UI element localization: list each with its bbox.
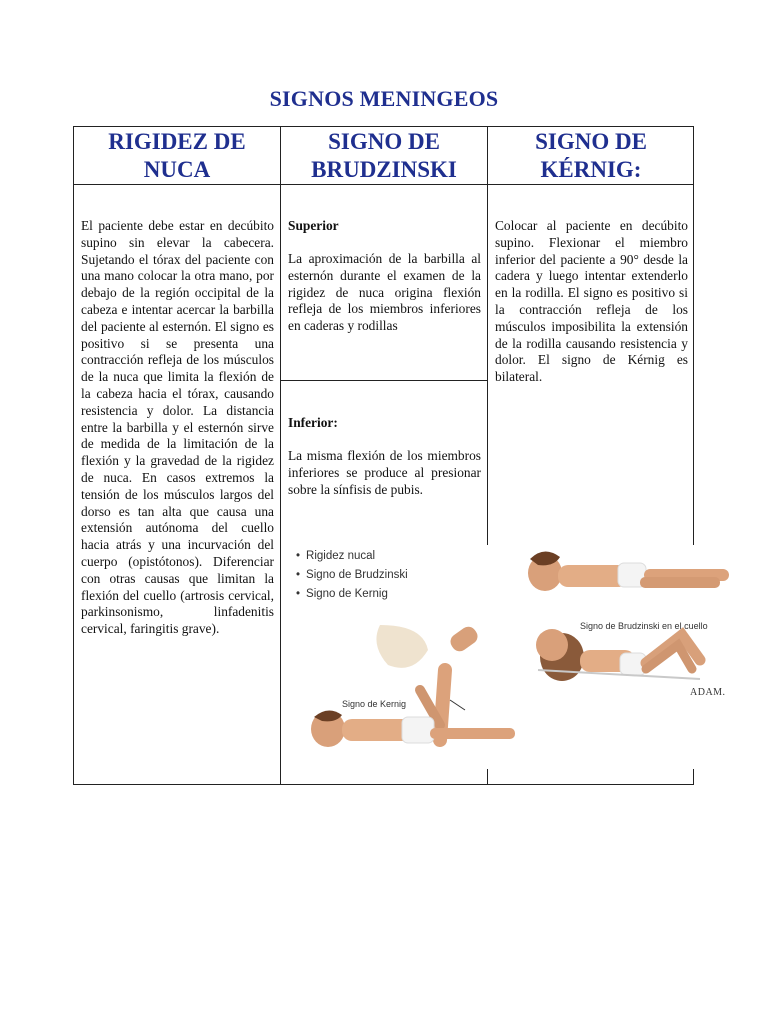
- meningeal-signs-illustration: [290, 545, 745, 769]
- child-supine-figure: [528, 551, 729, 591]
- caption-brudzinski: Signo de Brudzinski en el cuello: [580, 621, 708, 631]
- kernig-figure: [311, 624, 515, 747]
- brudzinski-divider: [280, 380, 487, 381]
- column-divider-1: [280, 127, 281, 784]
- header-line: SIGNO DE: [328, 128, 440, 154]
- header-rigidez-nuca: [74, 127, 280, 184]
- brudzinski-inferior-label: Inferior:: [288, 415, 338, 430]
- child-figures-svg: [290, 545, 745, 769]
- brudzinski-figure: [536, 629, 700, 681]
- header-divider: [74, 184, 693, 185]
- header-line: SIGNO DE: [535, 128, 647, 154]
- header-line: BRUDZINSKI: [311, 156, 457, 182]
- brudzinski-superior-text: La aproximación de la barbilla al esternón durante el examen de la rigidez de nuca origina flexión refleja de los miembros inferiores en caderas y rodillas: [288, 251, 481, 334]
- adam-credit: ADAM.: [690, 687, 726, 698]
- header-kernig: [488, 127, 694, 184]
- kernig-text: Colocar al paciente en decúbito supino. Flexionar el miembro inferior del paciente a 90° desde la cadera y luego intentar extenderlo en la rodilla. El signo es positivo si la contracción refleja de los músculos imposibilita la extensión de la rodilla causando resistencia y dolor. El signo de Kérnig es bilateral.: [495, 218, 688, 385]
- rigidez-nuca-text: El paciente debe estar en decúbito supino sin elevar la cabecera. Sujetando el tórax del paciente con una mano colocar la otra mano, por debajo de la región occipital de la cabeza e intentar acercar la barbilla del paciente al esternón. El signo es positivo si se presenta una contracción refleja de los músculos de la nuca que limita la flexión de la cabeza hacia el tórax, causando resistencia y dolor. La distancia entre la barbilla y el esternón sirve de medida de la limitación de la flexión y la gravedad de la rigidez de nuca. En casos extremos la tensión de los músculos largos del dorso es tan alta que causa una extensión autónoma del cuello hacia atrás y una incurvación del cuerpo (opistótonos). Diferenciar con otras causas que limitan la flexión del cuello (artrosis cervical, parkinsonismo, linfadenitis cervical, faringitis grave).: [81, 218, 274, 637]
- page-title: SIGNOS MENINGEOS: [269, 86, 499, 111]
- header-line: KÉRNIG:: [540, 156, 642, 182]
- legend-item: • Signo de Kernig: [296, 585, 408, 604]
- caption-kernig: Signo de Kernig: [342, 699, 407, 709]
- legend-item: • Rigidez nucal: [296, 547, 408, 566]
- header-line: NUCA: [143, 156, 211, 182]
- header-brudzinski: [281, 127, 487, 184]
- brudzinski-inferior-text: La misma flexión de los miembros inferiores se produce al presionar sobre la sínfisis de pubis.: [288, 448, 481, 497]
- brudzinski-superior-label: Superior: [288, 218, 339, 233]
- header-line: RIGIDEZ DE: [108, 128, 246, 154]
- legend-item: • Signo de Brudzinski: [296, 566, 408, 585]
